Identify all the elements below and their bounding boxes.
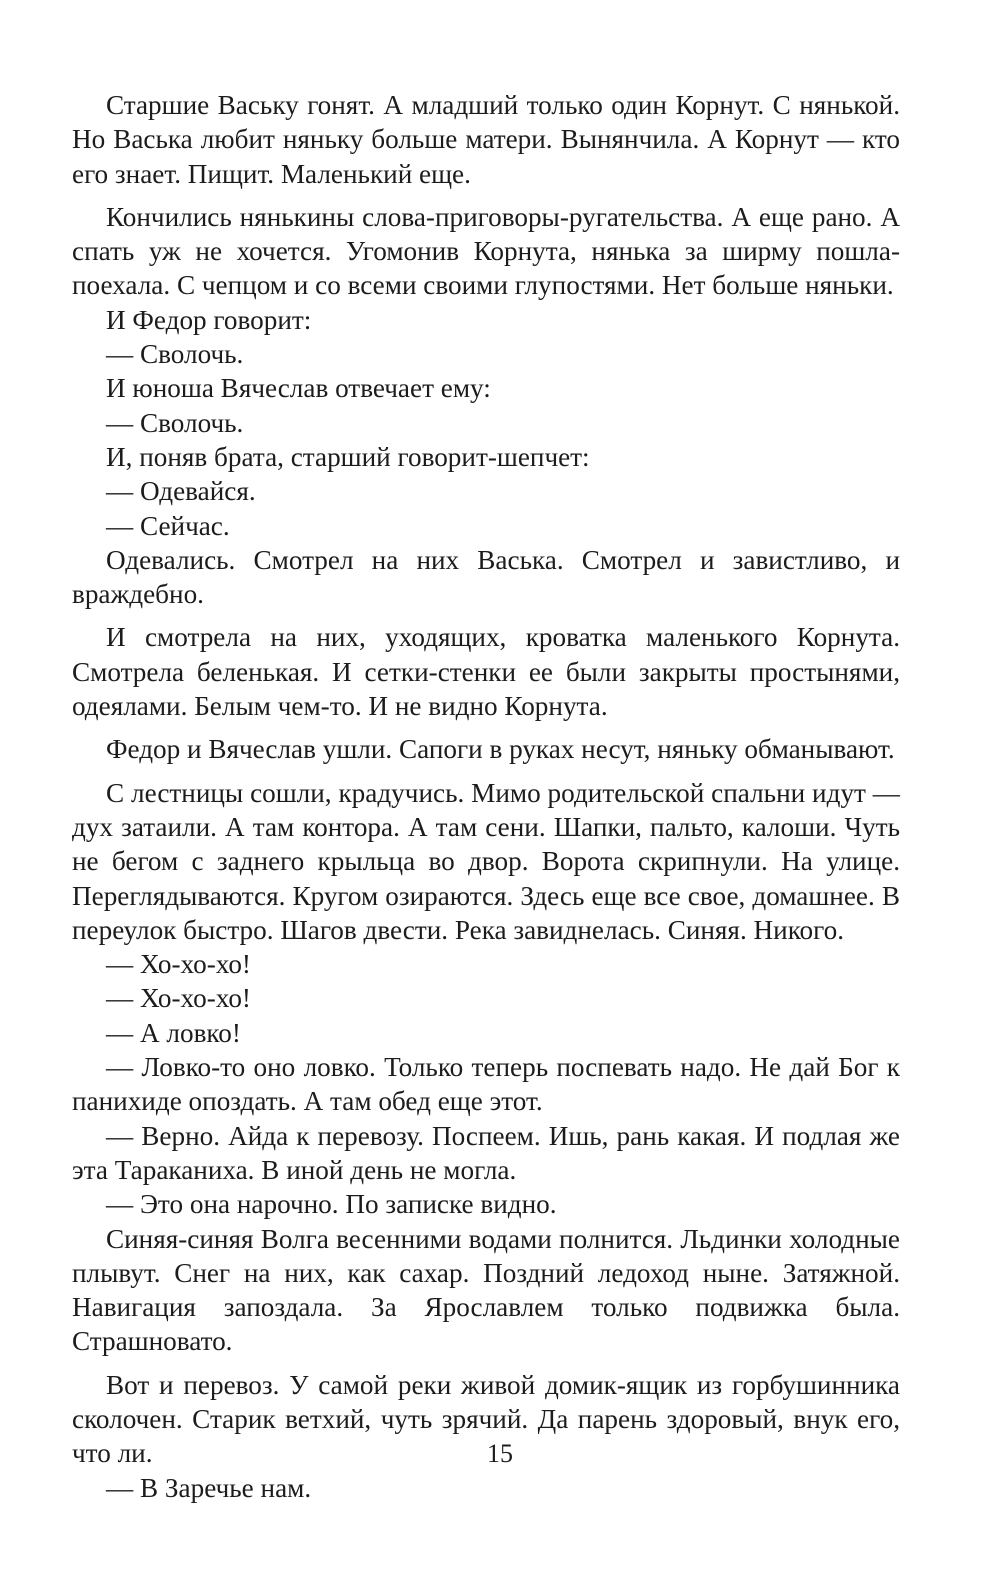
paragraph: С лестницы сошли, крадучись. Мимо родительской спальни идут — дух затаили. А там контора. А там сени. Шапки, пальто, калоши. Чуть не бегом с заднего крыльца во двор. Ворота скрипнули. На улице. Переглядываются. Кругом озираются. Здесь еще все свое, домашнее. В переулок быстро. Шагов двести. Река завиднелась. Синяя. Никого.	[72, 777, 900, 945]
body-text	[72, 88, 900, 1505]
paragraph: Синяя-синяя Волга весенними водами полнится. Льдинки холодные плывут. Снег на них, как сахар. Поздний ледоход ныне. Затяжной. Навигация запоздала. За Ярославлем только подвижка была. Страшновато.	[72, 1223, 900, 1357]
paragraph: — Сволочь.	[106, 407, 244, 438]
paragraph: — Сволочь.	[106, 339, 244, 370]
paragraph: Вот и перевоз. У самой реки живой домик-ящик из горбушинника сколочен. Старик ветхий, чуть зрячий. Да парень здоровый, внук его, что ли.	[72, 1369, 900, 1469]
paragraph: — Одевайся.	[106, 476, 256, 507]
paragraph: Федор и Вячеслав ушли. Сапоги в руках несут, няньку обманывают.	[106, 734, 895, 765]
paragraph: И, поняв брата, старший говорит-шепчет:	[106, 441, 590, 472]
paragraph: И Федор говорит:	[106, 304, 312, 335]
paragraph: — Ловко-то оно ловко. Только теперь поспевать надо. Не дай Бог к панихиде опоздать. А там обед еще этот.	[72, 1052, 900, 1117]
paragraph: Старшие Ваську гонят. А младший только один Корнут. С нянькой. Но Васька любит няньку больше матери. Вынянчила. А Корнут — кто его знает. Пищит. Маленький еще.	[72, 90, 900, 189]
paragraph: — Сейчас.	[106, 510, 230, 541]
paragraph: Одевались. Смотрел на них Васька. Смотрел и завистливо, и враждебно.	[72, 544, 900, 610]
paragraph: — Это она нарочно. По записке видно.	[106, 1189, 557, 1220]
page-number: 15	[487, 1439, 513, 1468]
paragraph: — Хо-хо-хо!	[106, 983, 251, 1014]
paragraph: — Верно. Айда к перевозу. Поспеем. Ишь, рань какая. И подлая же эта Тараканиха. В иной день не могла.	[72, 1120, 900, 1185]
paragraph: И юноша Вячеслав отвечает ему:	[106, 373, 491, 404]
paragraph: — А ловко!	[106, 1017, 241, 1048]
paragraph: И смотрела на них, уходящих, кроватка маленького Корнута. Смотрела беленькая. И сетки-стенки ее были закрыты простынями, одеялами. Белым чем-то. И не видно Корнута.	[72, 622, 900, 722]
paragraph: — В Заречье нам.	[106, 1472, 312, 1503]
paragraph: Кончились нянькины слова-приговоры-ругательства. А еще рано. А спать уж не хочется. Угомонив Корнута, нянька за ширму пошла-поехала. С чепцом и со всеми своими глупостями. Нет больше няньки.	[72, 201, 900, 301]
paragraph: — Хо-хо-хо!	[106, 949, 251, 980]
